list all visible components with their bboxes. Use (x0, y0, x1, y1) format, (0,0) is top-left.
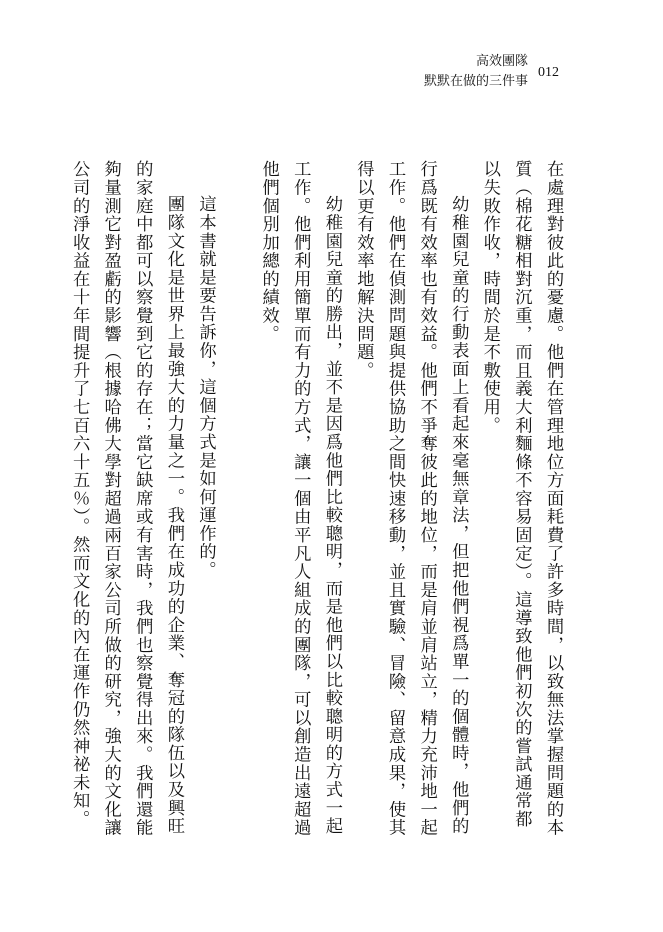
paragraph-children-behavior: 幼稚園兒童的行動表面上看起來毫無章法，但把他們視爲單一的個體時，他們的行爲既有效率也有效益。他們不爭奪彼此的地位，而是肩並肩站立，精力充沛地一起工作。他們在偵測問題與提供協助之間快速移動，並且實驗、冒險、留意成果，使其得以更有效率地解決問題。 (353, 160, 469, 837)
body-text (63, 160, 569, 840)
paragraph-children-win: 幼稚園兒童的勝出，並不是因爲他們比較聰明，而是他們以比較聰明的方式一起工作。他們利用簡單而有力的方式，讓一個由平凡人組成的團隊，可以創造出遠超過他們個別加總的績效。 (258, 160, 342, 837)
paragraph-team-culture: 團隊文化是世界上最強大的力量之一。我們在成功的企業、奪冠的隊伍以及興旺的家庭中都可以察覺到它的存在；當它缺席或有害時，我們也察覺得出來。我們還能夠量測它對盈虧的影響（根據哈佛大學對超過兩百家公司所做的研究，強大的文化讓公司的淨收益在十年間提升了七百六十五％）。然而文化的內在運作仍然神祕未知。 (69, 160, 184, 837)
running-head (408, 52, 528, 92)
paragraph-book-purpose: 這本書就是要告訴你，這個方式是如何運作的。 (195, 194, 216, 579)
paragraph-continued: 在處理對彼此的憂慮。他們在管理地位方面耗費了許多時間，以致無法掌握問題的本質（棉花糖相對沉重，而且義大利麵條不容易固定）。這導致他們初次的嘗試通常都以失敗作收，時間於是不敷使用。 (479, 160, 563, 837)
page-number: 012 (538, 65, 559, 80)
chapter-title: 默默在做的三件事 (423, 74, 528, 89)
book-title: 高效團隊 (475, 54, 528, 69)
